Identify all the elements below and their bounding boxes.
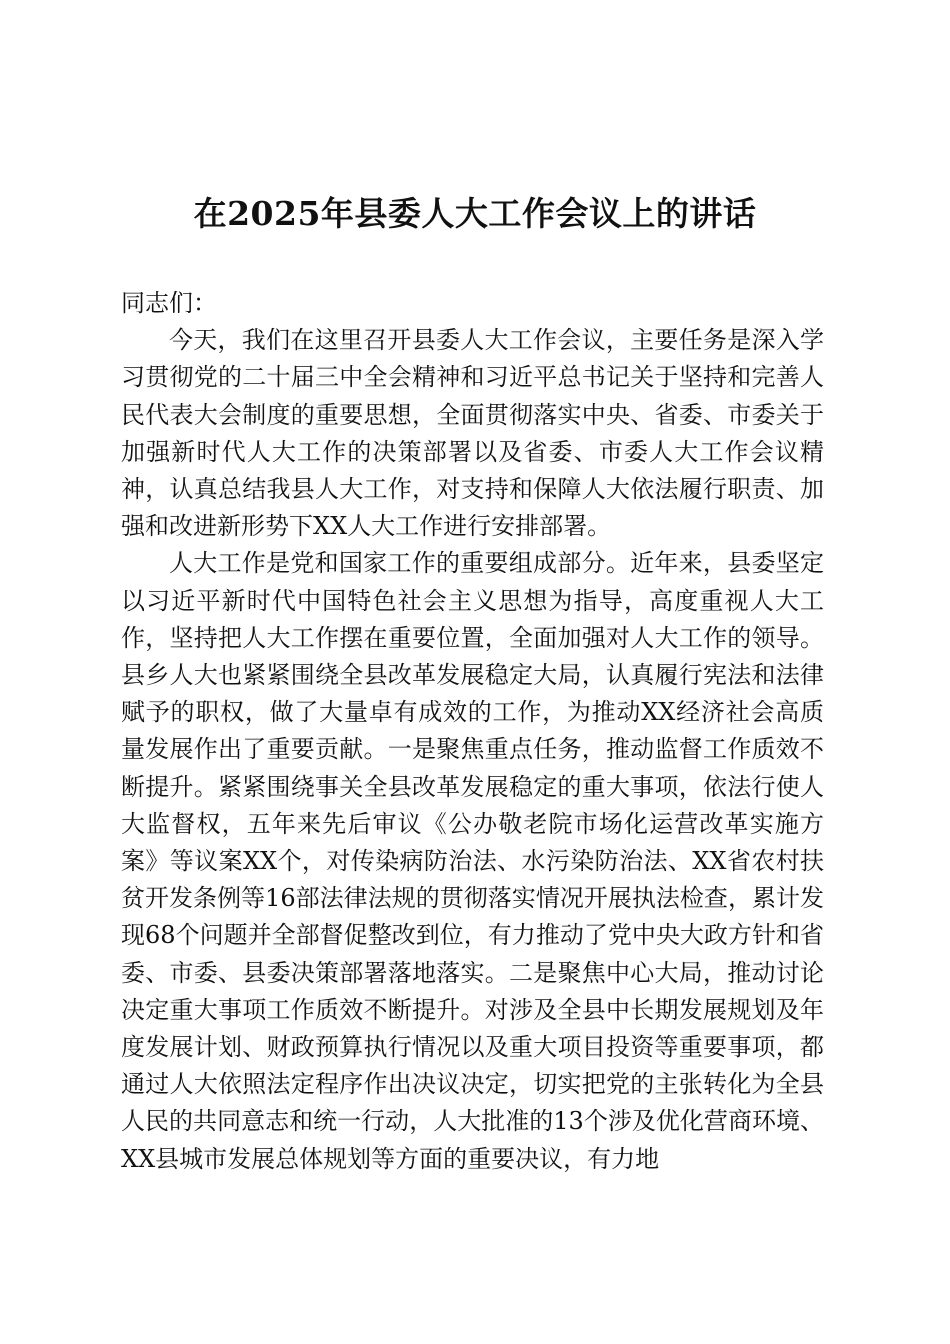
document-title: 在2025年县委人大工作会议上的讲话 [193, 194, 757, 233]
document-body [121, 285, 824, 1178]
paragraph-2: 人大工作是党和国家工作的重要组成部分。近年来，县委坚定以习近平新时代中国特色社会主义思想为指导，高度重视人大工作，坚持把人大工作摆在重要位置，全面加强对人大工作的领导。县乡人大也紧紧围绕全县改革发展稳定大局，认真履行宪法和法律赋予的职权，做了大量卓有成效的工作，为推动XX经济社会高质量发展作出了重要贡献。一是聚焦重点任务，推动监督工作质效不断提升。紧紧围绕事关全县改革发展稳定的重大事项，依法行使人大监督权，五年来先后审议《公办敬老院市场化运营改革实施方案》等议案XX个，对传染病防治法、水污染防治法、XX省农村扶贫开发条例等16部法律法规的贯彻落实情况开展执法检查，累计发现68个问题并全部督促整改到位，有力推动了党中央大政方针和省委、市委、县委决策部署落地落实。二是聚焦中心大局，推动讨论决定重大事项工作质效不断提升。对涉及全县中长期发展规划及年度发展计划、财政预算执行情况以及重大项目投资等重要事项，都通过人大依照法定程序作出决议决定，切实把党的主张转化为全县人民的共同意志和统一行动，人大批准的13个涉及优化营商环境、XX县城市发展总体规划等方面的重要决议，有力地 [121, 549, 824, 1173]
salutation: 同志们： [121, 289, 217, 317]
paragraph-1: 今天，我们在这里召开县委人大工作会议，主要任务是深入学习贯彻党的二十届三中全会精神和习近平总书记关于坚持和完善人民代表大会制度的重要思想，全面贯彻落实中央、省委、市委关于加强新时代人大工作的决策部署以及省委、市委人大工作会议精神，认真总结我县人大工作，对支持和保障人大依法履行职责、加强和改进新形势下XX人大工作进行安排部署。 [121, 326, 824, 541]
